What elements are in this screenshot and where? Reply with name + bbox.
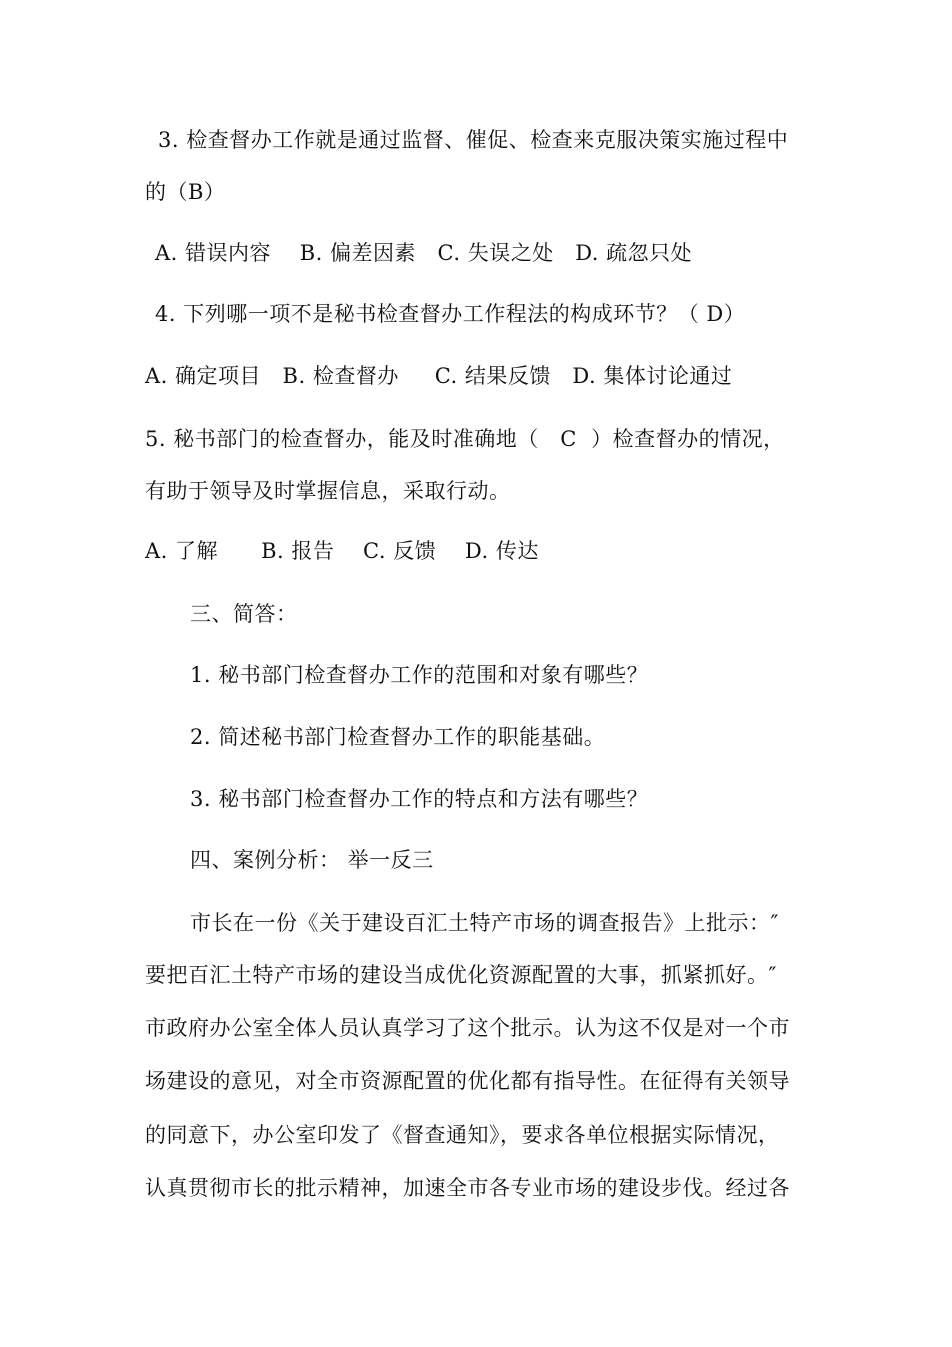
section-4-heading: 四、案例分析： 举一反三 (190, 848, 434, 872)
case-paragraph-line-5: 的同意下，办公室印发了《督查通知》，要求各单位根据实际情况， (145, 1123, 780, 1147)
case-paragraph-line-1: 市长在一份《关于建设百汇土特产市场的调查报告》上批示：″ (190, 911, 779, 935)
question-3-line-2: 的（B） (145, 180, 226, 204)
question-4: 4. 下列哪一项不是秘书检查督办工作程法的构成环节？（ D） (155, 302, 746, 326)
case-paragraph-line-4: 场建设的意见，对全市资源配置的优化都有指导性。在征得有关领导 (145, 1069, 790, 1093)
short-answer-1: 1. 秘书部门检查督办工作的范围和对象有哪些？ (190, 663, 649, 687)
question-5-line-2: 有助于领导及时掌握信息，采取行动。 (145, 479, 511, 503)
case-paragraph-line-2: 要把百汇土特产市场的建设当成优化资源配置的大事，抓紧抓好。″ (145, 963, 777, 987)
short-answer-3: 3. 秘书部门检查督办工作的特点和方法有哪些？ (190, 787, 649, 811)
question-3-options: A. 错误内容 B. 偏差因素 C. 失误之处 D. 疏忽只处 (155, 241, 693, 265)
question-5-line-1: 5. 秘书部门的检查督办，能及时准确地（ C ）检查督办的情况， (145, 427, 785, 451)
short-answer-2: 2. 简述秘书部门检查督办工作的职能基础。 (190, 725, 606, 749)
section-3-heading: 三、简答： (190, 602, 298, 626)
question-4-options: A. 确定项目 B. 检查督办 C. 结果反馈 D. 集体讨论通过 (145, 364, 733, 388)
case-paragraph-line-3: 市政府办公室全体人员认真学习了这个批示。认为这不仅是对一个市 (145, 1016, 790, 1040)
case-paragraph-line-6: 认真贯彻市长的批示精神，加速全市各专业市场的建设步伐。经过各 (145, 1176, 790, 1200)
question-3-line-1: 3. 检查督办工作就是通过监督、催促、检查来克服决策实施过程中 (158, 128, 789, 152)
question-5-options: A. 了解 B. 报告 C. 反馈 D. 传达 (145, 539, 539, 563)
